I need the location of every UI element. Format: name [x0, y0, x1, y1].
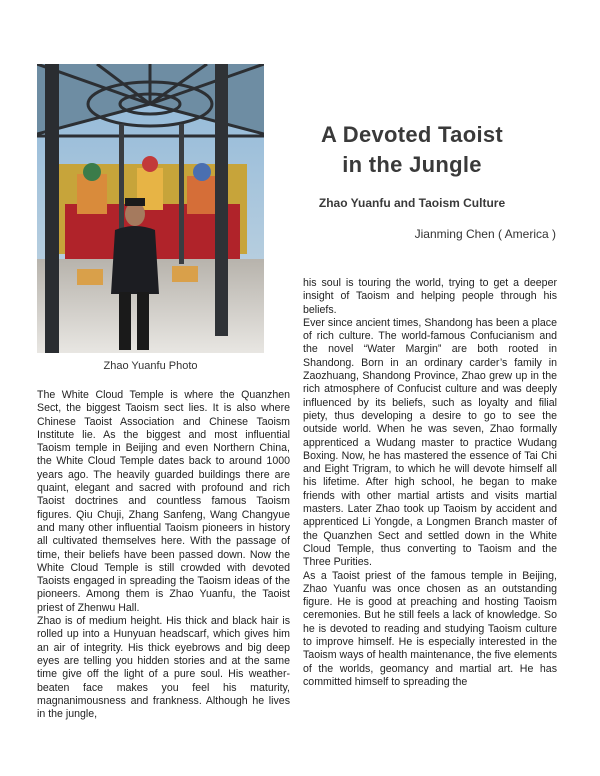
- article-subtitle: Zhao Yuanfu and Taoism Culture: [318, 196, 506, 210]
- paragraph: As a Taoist priest of the famous temple in Beijing, Zhao Yuanfu was once chosen as an outstanding figure. He is good at preaching and hosting Taoism ceremonies. But he still feels a lack of knowledge. So he is devoted to reading and studying Taoism culture to improve himself. He is especially interested in the Taoism ways of health maintenance, the five elements of the worlds, geomancy and martial art. He has committed himself to spreading the: [303, 569, 557, 688]
- right-column: [303, 277, 557, 689]
- title-line-1: A Devoted Taoist: [320, 122, 504, 147]
- left-column: [37, 389, 290, 721]
- title-line-2: in the Jungle: [342, 152, 482, 177]
- paragraph: Zhao is of medium height. His thick and black hair is rolled up into a Hunyuan headscarf, which gives him an air of integrity. His thick eyebrows and big deep eyes are telling you hidden stories and at the same time give off the light of a pure soul. His weather-beaten face makes you feel his maturity, magnanimousness and frankness. Although he lives in the jungle,: [37, 615, 290, 721]
- paragraph: Ever since ancient times, Shandong has been a place of rich culture. The world-famous Confucianism and the novel “Water Margin” are both rooted in Shandong. Born in an ordinary carder’s family in Zaozhuang, Shandong Province, Zhao grew up in the rich atmosphere of Confucist culture and was deeply influenced by its beliefs, such as loyalty and filial piety, thus developing a desire to go to see the outside world. When he was seven, Zhao formally apprenticed a Wudang master to practice Wudang Boxing. Now, he has mastered the essence of Tai Chi and Eight Trigram, to which he will devote himself all his lifetime. After high school, he began to make friends with other martial artists and visits martial masters. Later Zhao took up Taoism by accident and apprenticed Li Yongde, a Longmen Branch master of the Quanzhen Sect and settled down in the White Cloud Temple, thus converting to Taoism and the Three Purities.: [303, 316, 557, 569]
- temple-photo: [37, 64, 264, 353]
- paragraph: The White Cloud Temple is where the Quanzhen Sect, the biggest Taoism sect lies. It is also where Chinese Taoist Association and Chinese Taoism Institute lie. As the biggest and most influential Taoism temple in Beijing and even Northern China, the White Cloud Temple dates back to around 1000 years ago. The heavily guarded buildings there are quaint, elegant and sacred with profound and rich Taoist doctrines and countless famous Taoism figures. Qiu Chuji, Zhang Sanfeng, Wang Changyue and many other influential Taoism pioneers in history all cultivated themselves here. With the passage of time, their beliefs have been passed down. Now the White Cloud Temple is still crowded with devoted Taoists engaged in spreading the Taoism ideas of the pioneers. Among them is Zhao Yuanfu, the Taoist priest of Zhenwu Hall.: [37, 389, 290, 614]
- author-byline: Jianming Chen ( America ): [414, 227, 556, 241]
- paragraph: his soul is touring the world, trying to get a deeper insight of Taoism and helping people through his beliefs.: [303, 277, 557, 316]
- temple-photo-illustration: [37, 64, 264, 353]
- article-title: [300, 120, 524, 180]
- photo-caption: Zhao Yuanfu Photo: [103, 360, 198, 372]
